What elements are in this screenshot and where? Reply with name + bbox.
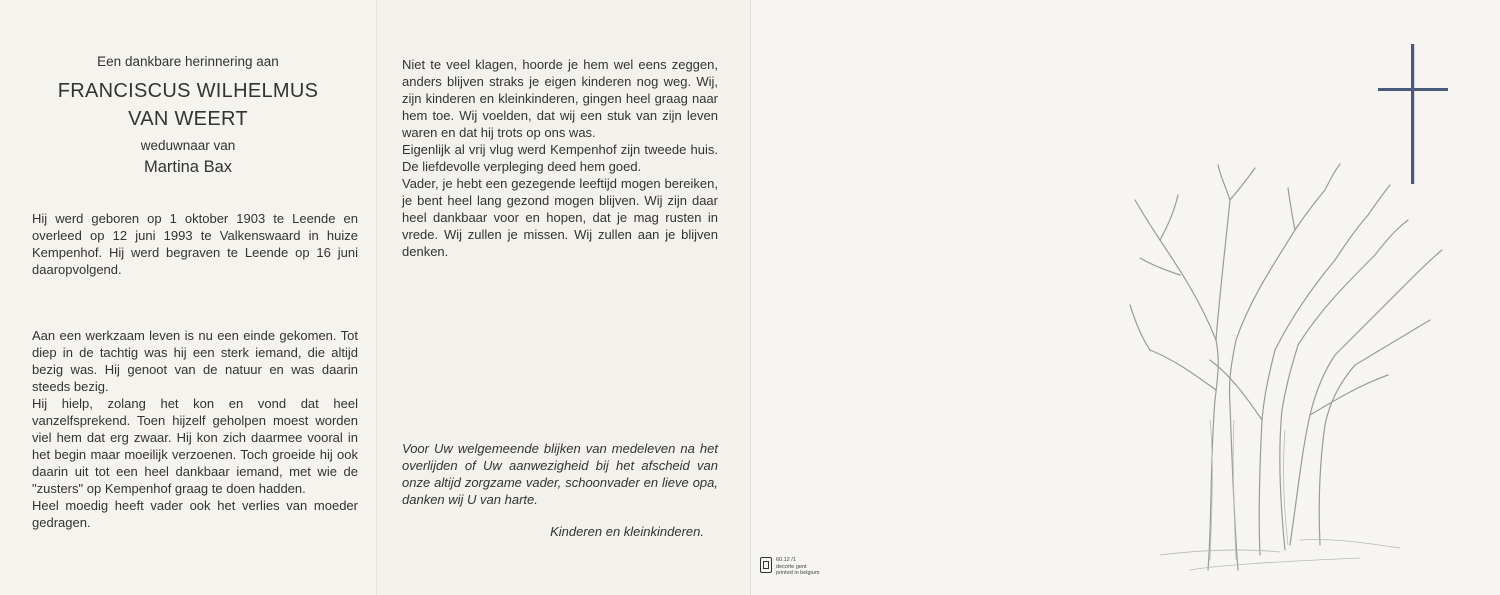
printer-line2: printed in belgium <box>776 570 820 576</box>
deceased-name-line1: FRANCISCUS WILHELMUS <box>57 80 319 102</box>
relation-text: weduwnaar van <box>140 138 236 153</box>
printer-logo-icon <box>760 557 772 573</box>
intro-text: Een dankbare herinnering aan <box>97 54 279 69</box>
middle-paragraph: Niet te veel klagen, hoorde je hem wel eens zeggen, anders blijven straks je eigen kinderen nog weg. Wij, zijn kinderen en kleinkinderen, gingen heel graag naar hem toe. Wij voelden, dat wij een stuk van zijn leven waren en dat hij trots op ons was. Eigenlijk al vrij vlug werd Kempenhof zijn tweede huis. De liefdevolle verpleging deed hem goed. Vader, je hebt een gezegende leeftijd mogen bereiken, je bent heel lang gezond mogen blijven. Wij zijn daar heel dankbaar voor en hopen, dat je mag rusten in vrede. Wij zullen je missen. Wij zullen aan je blijven denken. <box>402 57 718 259</box>
biography-paragraph: Hij werd geboren op 1 oktober 1903 te Leende en overleed op 12 juni 1993 te Valkenswaard in huize Kempenhof. Hij werd begraven te Leende op 16 juni daaropvolgend. <box>32 211 358 277</box>
left-panel <box>0 0 376 595</box>
printer-code: 60.12 /1 <box>776 557 796 563</box>
trees-drawing <box>1120 160 1450 580</box>
signature: Kinderen en kleinkinderen. <box>550 524 704 539</box>
printer-mark <box>760 557 819 577</box>
life-paragraph: Aan een werkzaam leven is nu een einde gekomen. Tot diep in de tachtig was hij een sterk iemand, die altijd bezig was. Hij genoot van de natuur en was daarin steeds bezig. Hij hielp, zolang het kon en vond dat heel vanzelfsprekend. Toen hijzelf geholpen moest worden viel hem dat erg zwaar. Hij kon zich daarmee vooral in het begin maar moeilijk verzoenen. Toch groeide hij ook daarin uit tot een heel dankbaar iemand, met wie de "zusters" op Kempenhof graag te doen hadden. Heel moedig heeft vader ook het verlies van moeder gedragen. <box>32 328 358 530</box>
printer-line1: decorte gent <box>776 563 807 570</box>
spouse-name: Martina Bax <box>143 158 233 176</box>
thanks-paragraph: Voor Uw welgemeende blijken van medeleven na het overlijden of Uw aanwezigheid bij het afscheid van onze altijd zorgzame vader, schoonvader en lieve opa, danken wij U van harte. <box>402 441 718 507</box>
deceased-name-line2: VAN WEERT <box>128 108 248 130</box>
